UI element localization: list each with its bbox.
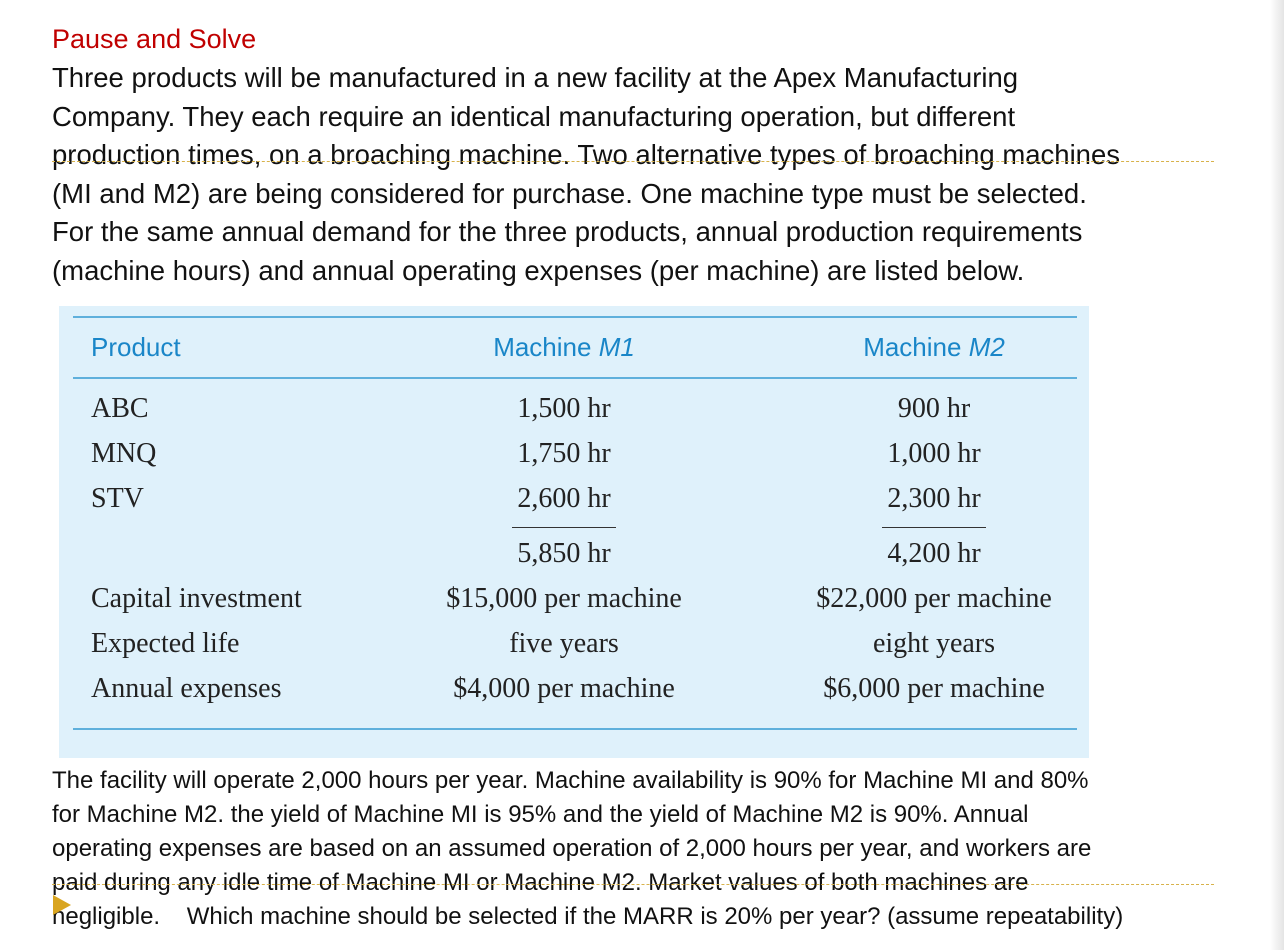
total-m2: 4,200 hr [887,538,981,569]
header-machine-m2 [863,332,1005,363]
row-abc-label: ABC [91,393,149,424]
data-table [59,306,1089,758]
table-header-rule [73,377,1077,379]
detail-life-m1: five years [509,628,619,659]
intro-line: For the same annual demand for the three products, annual production requirements [52,216,1083,247]
row-stv-label: STV [91,483,144,514]
detail-expenses-m2: $6,000 per machine [823,673,1045,704]
bottom-line: The facility will operate 2,000 hours per year. Machine availability is 90% for Machine MI and 80% [52,767,1089,794]
sum-rule-m2 [882,527,986,528]
detail-life-m2: eight years [872,628,996,659]
intro-line: (MI and M2) are being considered for purchase. One machine type must be selected. [52,177,1087,209]
slide-title: Pause and Solve [52,24,257,54]
row-stv-m1: 2,600 hr [517,483,611,514]
bottom-line: paid during any idle time of Machine MI or Machine M2. Market values of both machines are [52,869,1029,896]
detail-expenses-label: Annual expenses [91,673,282,704]
header-product: Product [91,332,181,362]
intro-paragraph [52,59,1232,290]
detail-expenses-m1: $4,000 per machine [453,673,675,704]
intro-line: Company. They each require an identical manufacturing operation, but different [52,100,1016,132]
annotation-dashed-underline [52,884,1214,885]
detail-capital-m2: $22,000 per machine [816,583,1052,614]
bottom-line: negligible. Which machine should be selected if the MARR is 20% per year? (assume repeatability) [52,903,1124,930]
header-m2-italic: M2 [968,332,1005,362]
intro-line: Three products will be manufactured in a new facility at the Apex Manufacturing [52,62,1019,93]
row-mnq-m2: 1,000 hr [887,438,981,469]
row-stv-m2: 2,300 hr [887,483,981,514]
header-m2-prefix: Machine [863,332,969,362]
bottom-line: operating expenses are based on an assumed operation of 2,000 hours per year, and workers are [52,835,1092,862]
detail-life-label: Expected life [91,628,240,659]
page-edge-shadow [1270,0,1284,950]
play-arrow-icon[interactable] [53,895,71,915]
header-machine-m1 [493,332,635,363]
header-m1-prefix: Machine [493,332,599,362]
row-abc-m2: 900 hr [897,393,971,424]
total-m1: 5,850 hr [517,538,611,569]
bottom-line: for Machine M2. the yield of Machine MI is 95% and the yield of Machine M2 is 90%. Annual [52,801,1029,828]
row-abc-m1: 1,500 hr [517,393,611,424]
row-mnq-label: MNQ [91,438,157,469]
row-mnq-m1: 1,750 hr [517,438,611,469]
intro-line: production times, on a broaching machine. Two alternative types of broaching machines [52,139,1121,170]
header-m1-italic: M1 [598,332,635,362]
table-top-rule [73,316,1077,318]
annotation-dashed-underline [52,161,1214,162]
detail-capital-label: Capital investment [91,583,302,614]
intro-line: (machine hours) and annual operating expenses (per machine) are listed below. [52,254,1025,286]
detail-capital-m1: $15,000 per machine [446,583,682,614]
table-bottom-rule [73,728,1077,730]
sum-rule-m1 [512,527,616,528]
bottom-paragraph [52,764,1232,934]
